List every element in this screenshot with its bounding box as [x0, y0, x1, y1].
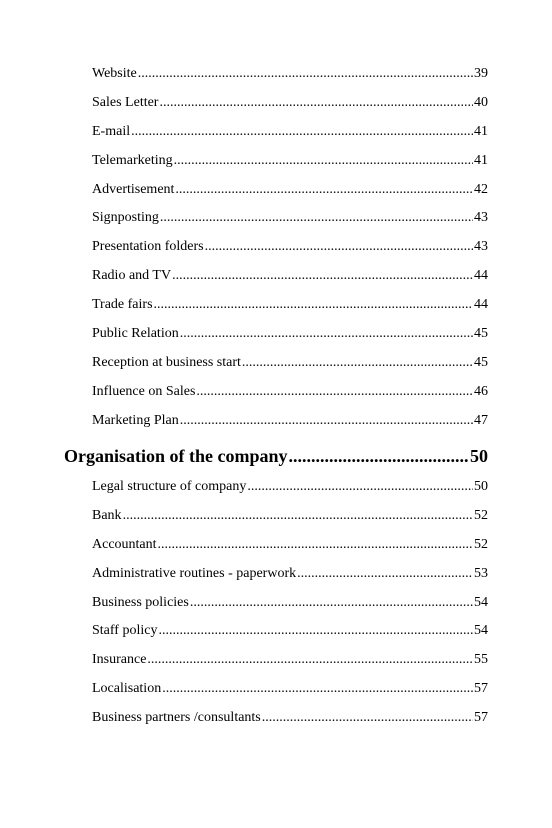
toc-entry-page: 43: [474, 210, 488, 225]
toc-entry-title: Advertisement: [92, 182, 175, 197]
toc-chapter-organisation-of-the-company[interactable]: [64, 445, 488, 467]
toc-entry-page: 57: [474, 681, 488, 696]
toc-entry-bank[interactable]: [92, 507, 488, 525]
toc-entry-title: Trade fairs: [92, 297, 153, 312]
dot-leader: [242, 354, 473, 372]
toc-entry-title: Telemarketing: [92, 153, 173, 168]
toc-entry-page: 44: [474, 297, 488, 312]
toc-entry-page: 45: [474, 355, 488, 370]
dot-leader: [147, 651, 473, 669]
toc-entry-page: 46: [474, 384, 488, 399]
toc-entry-page: 54: [474, 595, 488, 610]
toc-entry-page: 45: [474, 326, 488, 341]
toc-entry-page: 41: [474, 124, 488, 139]
toc-entry-title: Website: [92, 66, 137, 81]
toc-entry-title: Business partners /consultants: [92, 710, 261, 725]
toc-entry-reception-at-business-start[interactable]: [92, 354, 488, 372]
dot-leader: [158, 622, 473, 640]
dot-leader: [180, 412, 473, 430]
dot-leader: [162, 680, 473, 698]
dot-leader: [175, 181, 473, 199]
toc-entry-sales-letter[interactable]: [92, 94, 488, 112]
dot-leader: [262, 709, 473, 727]
dot-leader: [172, 267, 473, 285]
toc-entry-title: Insurance: [92, 652, 147, 667]
toc-entry-page: 42: [474, 182, 488, 197]
toc-entry-title: Legal structure of company: [92, 479, 247, 494]
toc-entry-influence-on-sales[interactable]: [92, 383, 488, 401]
toc-entry-telemarketing[interactable]: [92, 152, 488, 170]
dot-leader: [138, 65, 473, 83]
dot-leader: [297, 565, 473, 583]
toc-entry-title: E-mail: [92, 124, 131, 139]
toc-entry-administrative-routines[interactable]: [92, 565, 488, 583]
toc-entry-marketing-plan[interactable]: [92, 412, 488, 430]
toc-entry-page: 39: [474, 66, 488, 81]
toc-entry-business-partners-consultants[interactable]: [92, 709, 488, 727]
toc-entry-localisation[interactable]: [92, 680, 488, 698]
dot-leader: [131, 123, 473, 141]
toc-entry-title: Localisation: [92, 681, 162, 696]
toc-entry-page: 50: [474, 479, 488, 494]
dot-leader: [158, 536, 473, 554]
toc-entry-page: 53: [474, 566, 488, 581]
toc-chapter-title: Organisation of the company: [64, 446, 288, 466]
toc-entry-title: Public Relation: [92, 326, 179, 341]
dot-leader: [247, 478, 473, 496]
toc-entry-title: Sales Letter: [92, 95, 159, 110]
toc-entry-page: 55: [474, 652, 488, 667]
toc-entry-page: 44: [474, 268, 488, 283]
dot-leader: [154, 296, 473, 314]
toc-entry-public-relation[interactable]: [92, 325, 488, 343]
toc-entry-title: Influence on Sales: [92, 384, 196, 399]
toc-entry-title: Signposting: [92, 210, 159, 225]
toc-entry-title: Accountant: [92, 537, 157, 552]
toc-entry-trade-fairs[interactable]: [92, 296, 488, 314]
toc-entry-presentation-folders[interactable]: [92, 238, 488, 256]
toc-entry-title: Administrative routines - paperwork: [92, 566, 297, 581]
toc-entry-legal-structure-of-company[interactable]: [92, 478, 488, 496]
toc-entry-radio-and-tv[interactable]: [92, 267, 488, 285]
toc-entry-page: 43: [474, 239, 488, 254]
toc-entry-page: 52: [474, 508, 488, 523]
toc-entry-insurance[interactable]: [92, 651, 488, 669]
toc-entry-e-mail[interactable]: [92, 123, 488, 141]
toc-entry-page: 57: [474, 710, 488, 725]
toc-entry-page: 40: [474, 95, 488, 110]
toc-entry-title: Business policies: [92, 595, 189, 610]
toc-entry-title: Marketing Plan: [92, 413, 179, 428]
toc-entry-title: Staff policy: [92, 623, 158, 638]
toc-entry-title: Radio and TV: [92, 268, 172, 283]
toc-entry-page: 47: [474, 413, 488, 428]
toc-entry-signposting[interactable]: [92, 209, 488, 227]
dot-leader: [190, 594, 473, 612]
dot-leader: [180, 325, 473, 343]
dot-leader: [205, 238, 473, 256]
dot-leader: [174, 152, 473, 170]
dot-leader: [159, 94, 473, 112]
dot-leader: [289, 445, 469, 467]
dot-leader: [196, 383, 473, 401]
toc-entry-staff-policy[interactable]: [92, 622, 488, 640]
toc-entry-accountant[interactable]: [92, 536, 488, 554]
toc-entry-page: 52: [474, 537, 488, 552]
toc-entry-page: 41: [474, 153, 488, 168]
toc-entry-business-policies[interactable]: [92, 594, 488, 612]
toc-entry-title: Presentation folders: [92, 239, 204, 254]
toc-entry-page: 54: [474, 623, 488, 638]
toc-entry-website[interactable]: [92, 65, 488, 83]
toc-entry-advertisement[interactable]: [92, 181, 488, 199]
dot-leader: [123, 507, 473, 525]
toc-entry-title: Reception at business start: [92, 355, 241, 370]
toc-entry-title: Bank: [92, 508, 122, 523]
toc-chapter-page: 50: [470, 446, 488, 466]
dot-leader: [160, 209, 473, 227]
